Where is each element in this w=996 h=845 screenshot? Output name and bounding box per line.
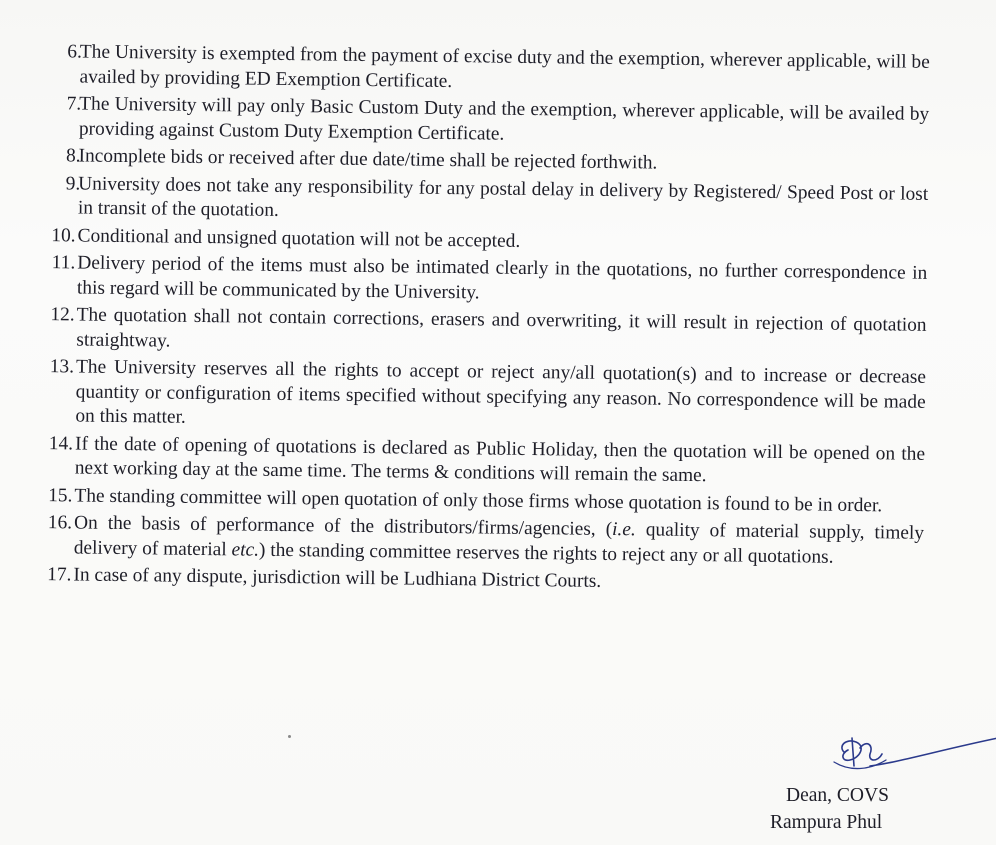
term-text: If the date of opening of quotations is declared as Public Holiday, then the quotation will be opened on the next working day at the same time. The terms & conditions will remain the same.: [74, 432, 926, 487]
terms-list: [33, 40, 930, 601]
term-item: [36, 303, 927, 363]
term-text: University does not take any responsibility for any postal delay in delivery by Registered/ Speed Post or lost in transit of the quotation.: [77, 172, 929, 221]
term-number: 7.: [66, 93, 82, 115]
term-item: [35, 431, 926, 491]
term-text: Conditional and unsigned quotation will not be accepted.: [77, 224, 521, 252]
term-number: 14.: [48, 432, 74, 454]
term-text: The quotation shall not contain corrections, erasers and overwriting, it will result in rejection of quotation straightway.: [76, 304, 927, 352]
term-item: [34, 511, 925, 571]
term-text-part: quality of material supply, timely delivery of material: [73, 519, 925, 560]
term-text: The University reserves all the rights to accept or reject any/all quotation(s) and to increase or decrease quantity or configuration of items specified without specifying any reason. No correspondence will be made on this matter.: [75, 356, 927, 428]
term-text: Incomplete bids or received after due date/time shall be rejected forthwith.: [78, 145, 658, 174]
term-text-italic: i.e.: [611, 519, 636, 541]
signatory-place: Rampura Phul: [770, 812, 883, 833]
term-item: [39, 92, 930, 152]
term-number: 12.: [50, 304, 75, 326]
term-text-part: On the basis of performance of the distributors/firms/agencies, (: [73, 512, 613, 541]
term-number: 15.: [48, 484, 73, 506]
term-item: [35, 355, 926, 439]
term-number: 17.: [47, 564, 72, 586]
term-number: 10.: [51, 224, 76, 246]
signatory-title: Dean, COVS: [786, 785, 889, 806]
term-text-italic: etc.: [231, 538, 260, 561]
term-number: 9.: [65, 172, 81, 195]
term-number: 11.: [51, 252, 76, 274]
term-text-part: ) the standing committee reserves the rights to reject any or all quotations.: [258, 539, 834, 568]
signature-block: [770, 782, 970, 836]
term-item: [37, 251, 928, 311]
term-number: 6.: [67, 41, 82, 63]
scan-speck: [288, 735, 291, 738]
term-text: The University is exempted from the payment of excise duty and the exemption, wherever applicable, will be availed by providing ED Exemption Certificate.: [79, 41, 930, 92]
term-text: In case of any dispute, jurisdiction will be Ludhiana District Courts.: [73, 564, 602, 592]
term-number: 13.: [49, 356, 75, 378]
term-item: [38, 171, 929, 231]
term-text: The standing committee will open quotation of only those firms whose quotation is found to be in order.: [74, 484, 883, 516]
term-text: The University will pay only Basic Custom Duty and the exemption, wherever applicable, will be availed by providing against Custom Duty Exemption Certificate.: [78, 93, 930, 145]
term-number: 8.: [65, 145, 81, 167]
term-item: [39, 40, 930, 100]
term-text: [74, 512, 924, 567]
term-number: 16.: [47, 512, 73, 534]
term-text: Delivery period of the items must also be intimated clearly in the quotations, no further correspondence in this regard will be communicated by the University.: [76, 252, 928, 303]
